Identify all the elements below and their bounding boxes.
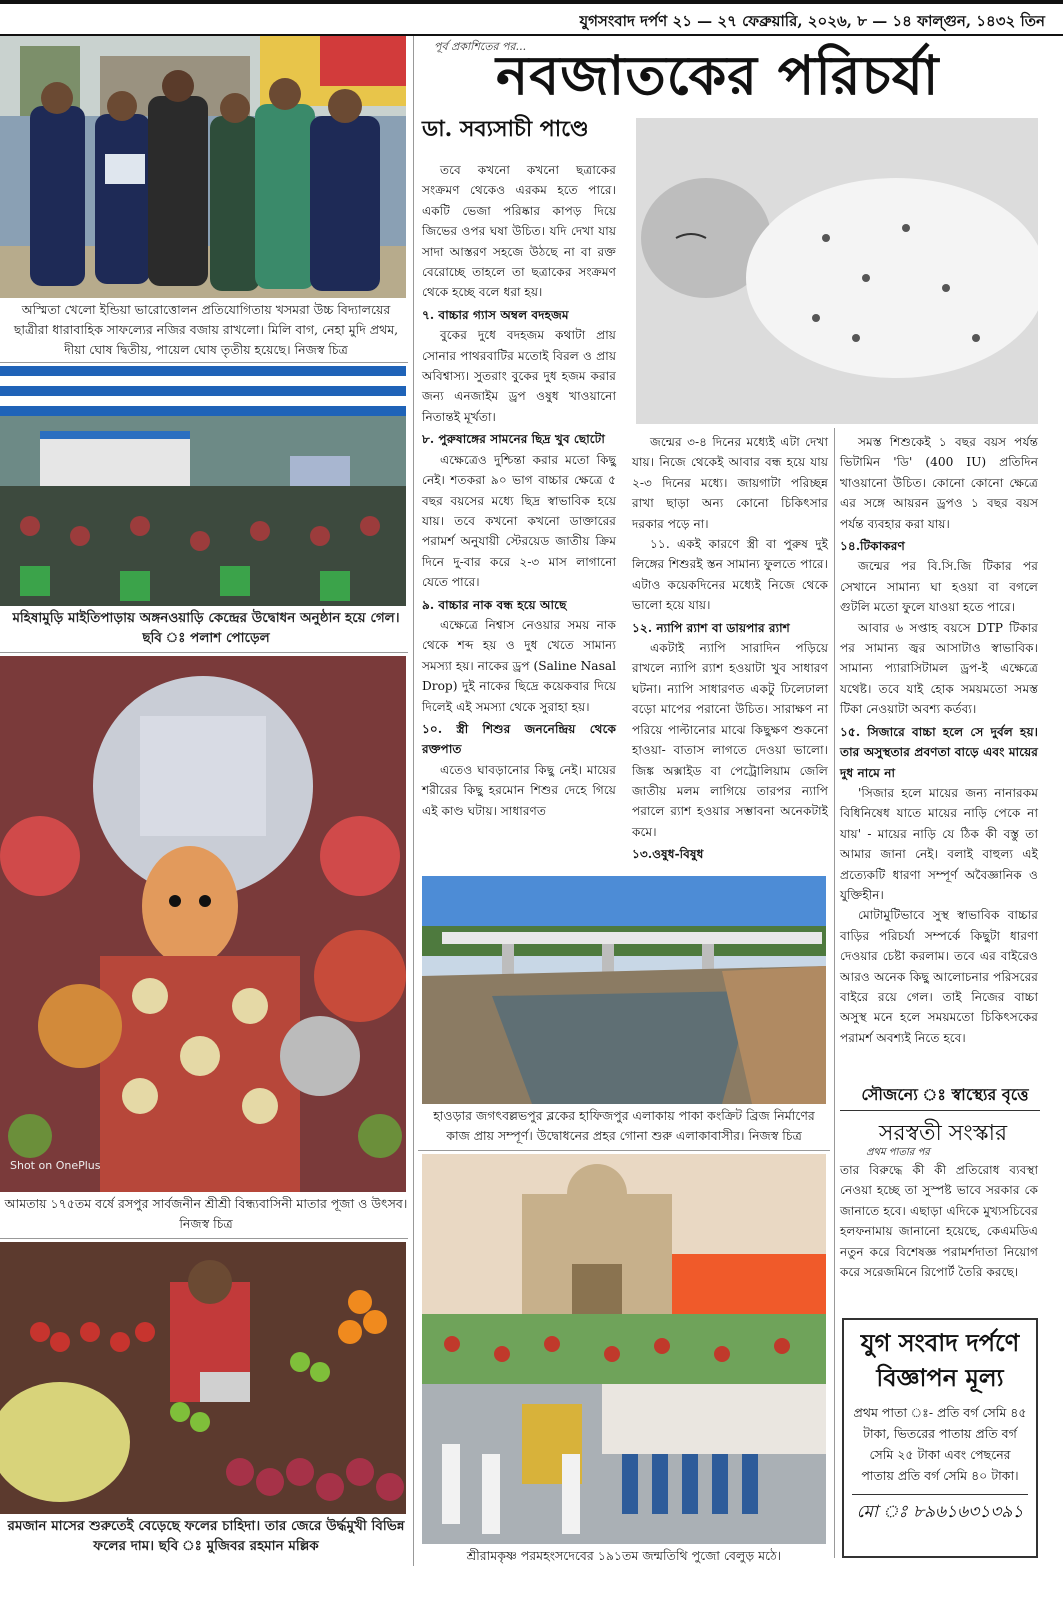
advert-phone: মো ঃ ৮৯৬১৬৩১৩৯১ — [852, 1494, 1028, 1527]
subheading: ১৪.টিকাকরণ — [840, 539, 905, 554]
paragraph: এক্ষেত্রে নিশ্বাস নেওয়ার সময় নাক থেকে শব্দ হয় ও দুধ খেতে সামান্য সমস্যা হয়। নাকের ড্রপ (Saline Nasal Drop) দুই নাকের ছিদ্রে কয়েকবার দিয়ে দিলেই এই সমস্যা থেকে সুরাহা হয়। — [422, 617, 616, 714]
goddess-idol-photo — [0, 656, 406, 1192]
paragraph: এতেও ঘাবড়ানোর কিছু নেই। মায়ের শরীরের কিছু হরমোন শিশুর দেহে গিয়ে এই কাণ্ড ঘটায়। সাধারণত — [422, 762, 616, 818]
paragraph: তবে কখনো কখনো ছত্রাকের সংক্রমণ থেকেও এরকম হতে পারে। একটি ভেজা পরিষ্কার কাপড় দিয়ে জিভের ওপর ঘষা উচিত। যদি দেখা যায় সাদা আস্তরণ সহজে উঠছে না বা রক্ত বেরোচ্ছে তাহলে তা ছত্রাকের সংক্রমণ থেকে হচ্ছে বলে ধরা হয়। — [422, 163, 616, 300]
article-courtesy: সৌজন্যে ঃ স্বাস্থ্যের বৃত্তে — [861, 1085, 1029, 1104]
paragraph: মোটামুটিভাবে সুস্থ স্বাভাবিক বাচ্চার বাড়ির পরিচর্যা সম্পর্কে কিছুটা ধারণা দেওয়ার চেষ্টা করলাম। তবে এর বাইরেও আরও অনেক কিছু আলোচনার পরিসরের বাইরে রয়ে গেল। তাই নিজের বাচ্চা অসুস্থ মনে হলে সময়মতো চিকিৎসকের পরামর্শ অবশ্যই নিতে হবে। — [840, 908, 1038, 1045]
anganwadi-inauguration-photo — [0, 366, 406, 606]
paragraph: 'সিজার হলে মায়ের জন্য নানারকম বিধিনিষেধ যাতে মায়ের নাড়ি পেকে না যায়' - মায়ের নাড়ি যে ঠিক কী বস্তু তা আমার জানা নেই। বলাই বাহুল্য এই প্রত্যেকটি ধারণা সম্পূর্ণ অবৈজ্ঞানিক ও যুক্তিহীন। — [840, 785, 1038, 902]
subheading: ১৫. সিজারে বাচ্চা হলে সে দুর্বল হয়। তার অসুস্থতার প্রবণতা বাড়ে এবং মায়ের দুধ নামে না — [840, 724, 1038, 780]
subheading: ১২. ন্যাপি র‍্যাশ বা ডায়পার র‍্যাশ — [632, 620, 790, 635]
paragraph: ১১. একই কারণে স্ত্রী বা পুরুষ দুই লিঙ্গের শিশুরই স্তন সামান্য ফুলতে পারে। এটাও কয়েকদিনের মধ্যেই নিজে থেকে ভালো হয়ে যায়। — [632, 537, 828, 613]
paragraph: তার বিরুদ্ধে কী কী প্রতিরোধ ব্যবস্থা নেওয়া হচ্ছে তা সুস্পষ্ট ভাবে সরকার কে জানাতে হবে। এছাড়া এদিকে মুখ্যসচিবের হলফনামায় জানানো হয়েছে, কেএমডিএ নতুন করে বিশেষজ্ঞ পরামর্শদাতা নিয়োগ করে সরেজমিনে রিপোর্ট তৈরি করছে। — [840, 1163, 1038, 1280]
photo-watermark: Shot on OnePlus — [10, 1159, 101, 1172]
article-column-1 — [422, 160, 616, 821]
advert-box — [842, 1318, 1038, 1558]
fruit-market-photo — [0, 1242, 406, 1514]
weightlifting-caption: অস্মিতা খেলো ইন্ডিয়া ভারোত্তোলন প্রতিযোগিতায় খসমরা উচ্চ বিদ্যালয়ের ছাত্রীরা ধারাবাহিক সাফল্যের নজির বজায় রাখলো। মিলি বাগ, নেহা মুদি প্রথম, দীয়া ঘোষ দ্বিতীয়, পায়েল ঘোষ তৃতীয় হয়েছে। নিজস্ব চিত্র — [13, 302, 399, 357]
divider — [418, 1150, 830, 1151]
column-divider — [834, 428, 835, 1558]
advert-title-2: বিজ্ঞাপন মূল্য — [876, 1363, 1004, 1392]
running-header — [0, 0, 1063, 36]
divider — [840, 1110, 1040, 1111]
subheading: ৭. বাচ্চার গ্যাস অম্বল বদহজম — [422, 307, 569, 322]
subheading: ১০. স্ত্রী শিশুর জননেন্দ্রিয় থেকে রক্তপাত — [422, 721, 616, 757]
advert-body: প্রথম পাতা ঃ- প্রতি বর্গ সেমি ৪৫ টাকা, ভিতরের পাতায় প্রতি বর্গ সেমি ২৫ টাকা এবং পেছনের পাতায় প্রতি বর্গ সেমি ৪০ টাকা। — [853, 1405, 1027, 1483]
divider — [0, 362, 408, 363]
paragraph: আবার ৬ সপ্তাহ বয়সে DTP টিকার পর সামান্য জ্বর আসাটাও স্বাভাবিক। সামান্য প্যারাসিটামল ড্রপ-ই এক্ষেত্রে যথেষ্ট। তবে যাই হোক সময়মতো সমস্ত টিকা নেওয়াটা অবশ্য কর্তব্য। — [840, 620, 1038, 717]
subheading: ৯. বাচ্চার নাক বন্ধ হয়ে আছে — [422, 597, 567, 612]
anganwadi-caption: মহিষামুড়ি মাইতিপাড়ায় অঙ্গনওয়াড়ি কেন্দ্রের উদ্বোধন অনুষ্ঠান হয়ে গেল। ছবি ঃ পলাশ পোড়েল — [12, 610, 400, 646]
weightlifting-team-photo — [0, 36, 406, 298]
article-headline: নবজাতকের পরিচর্যা — [496, 43, 940, 107]
paragraph: এক্ষেত্রেও দুশ্চিন্তা করার মতো কিছু নেই। শতকরা ৯০ ভাগ বাচ্চার ক্ষেত্রে ৫ বছর বয়সের মধ্যে ছিদ্র স্বাভাবিক হয়ে যায়। তবে কখনো কখনো ডাক্তারের পরামর্শ অনুযায়ী স্টেরয়েড জাতীয় ক্রিম দিনে দু-বার করে ২-৩ মাস লাগানো যেতে পারে। — [422, 452, 616, 590]
article-column-3 — [840, 432, 1038, 1048]
saraswati-prev-note: প্রথম পাতার পর — [866, 1147, 930, 1158]
saraswati-heading: সরস্বতী সংস্কার — [878, 1121, 1008, 1146]
bridge-photo — [422, 876, 826, 1104]
column-divider — [413, 36, 414, 1566]
advert-title-1: যুগ সংবাদ দর্পণে — [860, 1328, 1020, 1357]
bridge-caption: হাওড়ার জগৎবল্লভপুর ব্লকের হাফিজপুর এলাকায় পাকা কংক্রিট ব্রিজ নির্মাণের কাজ প্রায় সম্পূর্ণ। উদ্বোধনের প্রহর গোনা শুরু এলাকাবাসীর। নিজস্ব চিত্র — [433, 1108, 815, 1143]
idol-caption: আমতায় ১৭৫তম বর্ষে রসপুর সার্বজনীন শ্রীশ্রী বিন্ধ্যবাসিনী মাতার পূজা ও উৎসব। নিজস্ব চিত্র — [4, 1196, 408, 1231]
paragraph: সমস্ত শিশুকেই ১ বছর বয়স পর্যন্ত ভিটামিন 'ডি' (400 IU) প্রতিদিন খাওয়ানো উচিত। কোনো কোনো ক্ষেত্রে এর সঙ্গে আয়রন ড্রপও ১ বছর বয়স পর্যন্ত ব্যবহার করা যায়। — [840, 435, 1038, 531]
running-title: যুগসংবাদ দর্পণ ২১ — ২৭ ফেব্রুয়ারি, ২০২৬, ৮ — ১৪ ফাল্গুন, ১৪৩২ তিন — [579, 12, 1045, 30]
previous-note: পূর্ব প্রকাশিতের পর... — [434, 40, 527, 53]
article-column-2 — [632, 432, 828, 865]
paragraph: একটাই ন্যাপি সারাদিন পড়িয়ে রাখলে ন্যাপি র‍্যাশ হওয়াটা খুব সাধারণ ঘটনা। ন্যাপি সাধারণত একটু ঢিলেঢালা বড়ো মাপের পরানো উচিত। সারাক্ষণ না পরিয়ে পাল্টানোর মাঝে কিছুক্ষণ শুকনো হাওয়া- বাতাস লাগতে দেওয়া ভালো। জিঙ্ক অক্সাইড বা পেট্রোলিয়াম জেলি জাতীয় মলম লাগিয়ে তারপর ন্যাপি পরালে র‍্যাশ হওয়ার সম্ভাবনা অনেকটাই কমে। — [632, 641, 828, 839]
article-byline: ডা. সব্যসাচী পাণ্ডে — [422, 116, 589, 142]
belur-math-photo — [422, 1154, 826, 1544]
fruit-caption: রমজান মাসের শুরুতেই বেড়েছে ফলের চাহিদা। তার জেরে উর্দ্ধমুখী বিভিন্ন ফলের দাম। ছবি ঃ মুজিবর রহমান মল্লিক — [7, 1518, 405, 1554]
newborn-photo — [636, 118, 1038, 424]
belur-caption: শ্রীরামকৃষ্ণ পরমহংসদেবের ১৯১তম জন্মতিথি পুজো বেলুড় মঠে। — [466, 1548, 782, 1563]
subheading: ১৩.ওষুধ-বিষুধ — [632, 847, 704, 862]
paragraph: জন্মের ৩-৪ দিনের মধ্যেই এটা দেখা যায়। নিজে থেকেই আবার বন্ধ হয়ে যায় ২-৩ দিনের মধ্যে। জায়গাটা পরিচ্ছন্ন রাখা ছাড়া অন্য কোনো চিকিৎসার দরকার পড়ে না। — [632, 435, 828, 531]
divider — [0, 1238, 408, 1239]
paragraph: জন্মের পর বি.সি.জি টিকার পর সেখানে সামান্য ঘা হওয়া বা বগলে গুটলি মতো ফুলে যাওয়া হতে পারে। — [840, 559, 1038, 615]
saraswati-body — [840, 1160, 1038, 1282]
divider — [0, 652, 408, 653]
subheading: ৮. পুরুষাঙ্গের সামনের ছিদ্র খুব ছোটো — [422, 432, 605, 447]
paragraph: বুকের দুধে বদহজম কথাটা প্রায় সোনার পাথরবাটির মতোই বিরল ও প্রায় অবিশ্বাস্য। সুতরাং বুকের দুধ হজম করার জন্য এনজাইম ড্রপ ওষুধ খাওয়ানো নিতান্তই মূর্খতা। — [422, 328, 616, 424]
